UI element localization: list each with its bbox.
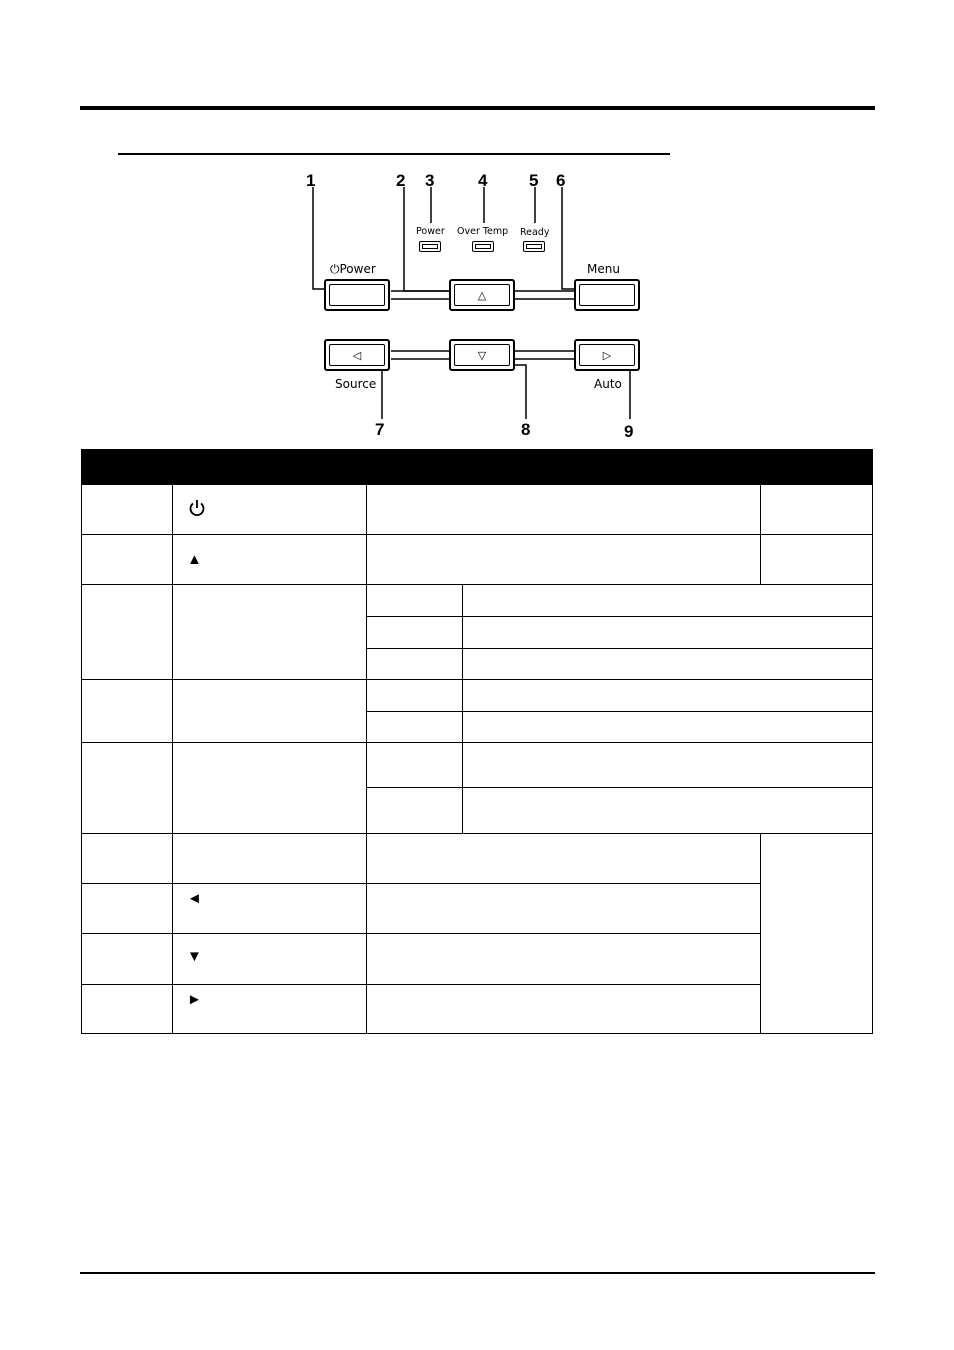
control-panel-diagram [300, 165, 670, 445]
left-triangle-icon: ◄ [187, 890, 202, 907]
callout-2: 2 [396, 171, 406, 190]
down-key [449, 339, 515, 371]
table-row [82, 680, 873, 712]
down-triangle-icon: ▼ [187, 948, 202, 965]
callout-5: 5 [529, 171, 539, 190]
table-header [82, 450, 873, 485]
menu-key [574, 279, 640, 311]
led-label-power: Power [416, 226, 445, 237]
callout-3: 3 [425, 171, 435, 190]
header-rule [80, 106, 875, 110]
power-symbol-icon: ⏻ [330, 262, 340, 276]
over-temp-led [472, 241, 494, 252]
ready-led [523, 241, 545, 252]
table-row [82, 985, 873, 1034]
table-row [82, 884, 873, 934]
down-arrow-icon: ▽ [454, 344, 510, 366]
callout-1: 1 [306, 171, 316, 190]
table-header-row [82, 450, 873, 485]
callout-4: 4 [478, 171, 488, 190]
table-row [82, 535, 873, 585]
led-label-over-temp: Over Temp [457, 226, 509, 237]
left-key [324, 339, 390, 371]
up-triangle-icon: ▲ [187, 551, 202, 568]
callout-9: 9 [624, 422, 634, 441]
up-key [449, 279, 515, 311]
table-row [82, 934, 873, 985]
callout-8: 8 [521, 420, 531, 439]
right-arrow-icon: ▷ [579, 344, 635, 366]
power-led [419, 241, 441, 252]
section-title-underline [118, 153, 670, 155]
led-label-ready: Ready [520, 227, 550, 238]
table-row [82, 743, 873, 788]
power-icon [187, 498, 207, 518]
callout-6: 6 [556, 171, 566, 190]
table-row [82, 585, 873, 617]
up-arrow-icon: △ [454, 284, 510, 306]
right-key [574, 339, 640, 371]
menu-key-label: Menu [587, 262, 620, 276]
callout-7: 7 [375, 420, 385, 439]
left-arrow-icon: ◁ [329, 344, 385, 366]
right-triangle-icon: ► [187, 991, 202, 1008]
power-key-label: ⏻Power [330, 262, 376, 276]
table-row [82, 485, 873, 535]
auto-key-label: Auto [594, 377, 622, 391]
control-panel-table [81, 449, 873, 1034]
table-row [82, 834, 873, 884]
power-key [324, 279, 390, 311]
footer-rule [80, 1272, 875, 1274]
source-key-label: Source [335, 377, 377, 391]
